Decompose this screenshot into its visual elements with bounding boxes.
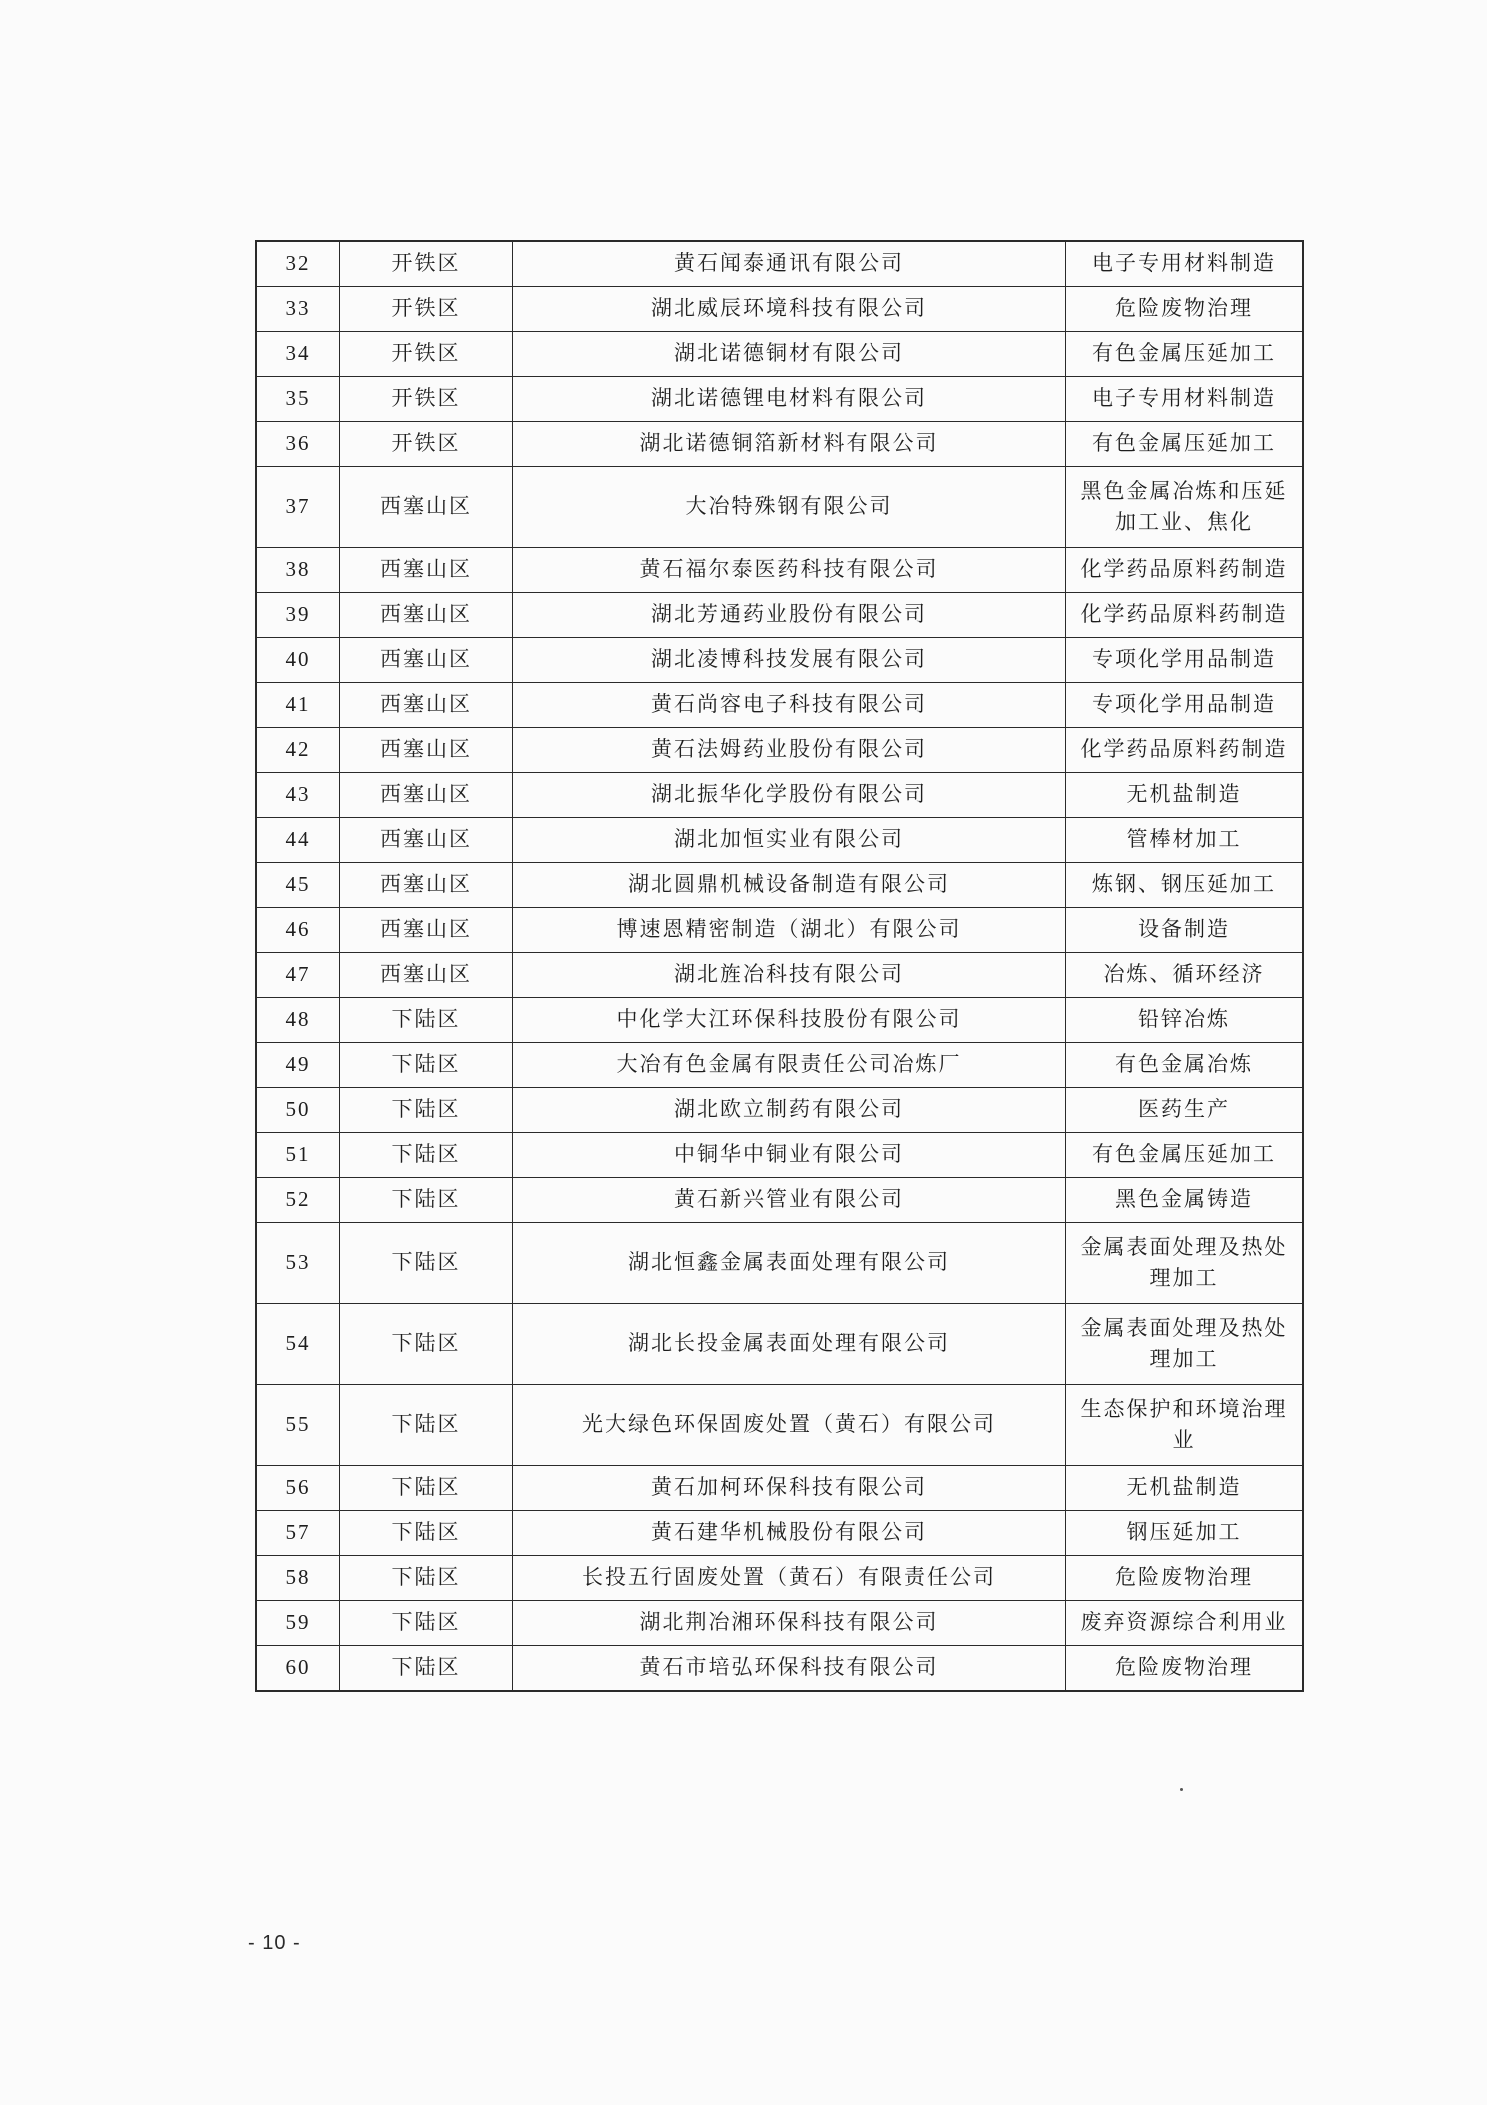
row-number-cell: 38 [256, 548, 340, 593]
company-name-cell: 湖北威辰环境科技有限公司 [513, 287, 1066, 332]
table-row [256, 332, 1303, 377]
industry-cell: 生态保护和环境治理业 [1066, 1385, 1304, 1466]
table-row [256, 467, 1303, 548]
industry-cell: 医药生产 [1066, 1088, 1304, 1133]
industry-cell: 专项化学用品制造 [1066, 638, 1304, 683]
company-name-cell: 湖北欧立制药有限公司 [513, 1088, 1066, 1133]
district-cell: 西塞山区 [340, 908, 513, 953]
district-cell: 下陆区 [340, 1043, 513, 1088]
district-cell: 开铁区 [340, 422, 513, 467]
table-row [256, 1043, 1303, 1088]
district-cell: 西塞山区 [340, 773, 513, 818]
industry-cell: 金属表面处理及热处理加工 [1066, 1223, 1304, 1304]
row-number-cell: 39 [256, 593, 340, 638]
district-cell: 下陆区 [340, 1088, 513, 1133]
district-cell: 西塞山区 [340, 548, 513, 593]
row-number-cell: 33 [256, 287, 340, 332]
row-number-cell: 58 [256, 1556, 340, 1601]
district-cell: 西塞山区 [340, 683, 513, 728]
row-number-cell: 36 [256, 422, 340, 467]
district-cell: 西塞山区 [340, 953, 513, 998]
district-cell: 下陆区 [340, 1601, 513, 1646]
enterprise-list-table [255, 240, 1304, 1692]
table-row [256, 1223, 1303, 1304]
company-name-cell: 湖北诺德锂电材料有限公司 [513, 377, 1066, 422]
row-number-cell: 60 [256, 1646, 340, 1692]
table-row [256, 863, 1303, 908]
district-cell: 开铁区 [340, 241, 513, 287]
company-name-cell: 黄石市培弘环保科技有限公司 [513, 1646, 1066, 1692]
scan-speck [1180, 1788, 1183, 1791]
industry-cell: 管棒材加工 [1066, 818, 1304, 863]
table-row [256, 638, 1303, 683]
enterprise-list-table-container [255, 240, 1288, 1692]
district-cell: 下陆区 [340, 1304, 513, 1385]
company-name-cell: 光大绿色环保固废处置（黄石）有限公司 [513, 1385, 1066, 1466]
industry-cell: 危险废物治理 [1066, 1556, 1304, 1601]
industry-cell: 专项化学用品制造 [1066, 683, 1304, 728]
industry-cell: 无机盐制造 [1066, 1466, 1304, 1511]
company-name-cell: 湖北芳通药业股份有限公司 [513, 593, 1066, 638]
row-number-cell: 53 [256, 1223, 340, 1304]
district-cell: 下陆区 [340, 1511, 513, 1556]
company-name-cell: 湖北振华化学股份有限公司 [513, 773, 1066, 818]
district-cell: 西塞山区 [340, 728, 513, 773]
table-row [256, 1511, 1303, 1556]
row-number-cell: 57 [256, 1511, 340, 1556]
row-number-cell: 59 [256, 1601, 340, 1646]
industry-cell: 无机盐制造 [1066, 773, 1304, 818]
company-name-cell: 湖北荆冶湘环保科技有限公司 [513, 1601, 1066, 1646]
row-number-cell: 41 [256, 683, 340, 728]
company-name-cell: 湖北旌冶科技有限公司 [513, 953, 1066, 998]
table-row [256, 1601, 1303, 1646]
row-number-cell: 45 [256, 863, 340, 908]
row-number-cell: 56 [256, 1466, 340, 1511]
table-row [256, 773, 1303, 818]
row-number-cell: 49 [256, 1043, 340, 1088]
company-name-cell: 湖北凌博科技发展有限公司 [513, 638, 1066, 683]
district-cell: 西塞山区 [340, 863, 513, 908]
company-name-cell: 黄石尚容电子科技有限公司 [513, 683, 1066, 728]
district-cell: 下陆区 [340, 1178, 513, 1223]
district-cell: 西塞山区 [340, 818, 513, 863]
company-name-cell: 大冶特殊钢有限公司 [513, 467, 1066, 548]
district-cell: 西塞山区 [340, 593, 513, 638]
industry-cell: 炼钢、钢压延加工 [1066, 863, 1304, 908]
table-row [256, 1304, 1303, 1385]
row-number-cell: 52 [256, 1178, 340, 1223]
table-row [256, 908, 1303, 953]
table-row [256, 1646, 1303, 1692]
industry-cell: 化学药品原料药制造 [1066, 728, 1304, 773]
industry-cell: 危险废物治理 [1066, 1646, 1304, 1692]
industry-cell: 有色金属压延加工 [1066, 1133, 1304, 1178]
table-row [256, 953, 1303, 998]
row-number-cell: 50 [256, 1088, 340, 1133]
row-number-cell: 40 [256, 638, 340, 683]
table-row [256, 1088, 1303, 1133]
table-row [256, 548, 1303, 593]
table-row [256, 1466, 1303, 1511]
industry-cell: 设备制造 [1066, 908, 1304, 953]
company-name-cell: 黄石法姆药业股份有限公司 [513, 728, 1066, 773]
industry-cell: 电子专用材料制造 [1066, 377, 1304, 422]
row-number-cell: 42 [256, 728, 340, 773]
table-row [256, 683, 1303, 728]
company-name-cell: 长投五行固废处置（黄石）有限责任公司 [513, 1556, 1066, 1601]
industry-cell: 黑色金属冶炼和压延加工业、焦化 [1066, 467, 1304, 548]
district-cell: 下陆区 [340, 1556, 513, 1601]
row-number-cell: 46 [256, 908, 340, 953]
company-name-cell: 中化学大江环保科技股份有限公司 [513, 998, 1066, 1043]
company-name-cell: 博速恩精密制造（湖北）有限公司 [513, 908, 1066, 953]
row-number-cell: 43 [256, 773, 340, 818]
company-name-cell: 湖北圆鼎机械设备制造有限公司 [513, 863, 1066, 908]
company-name-cell: 黄石建华机械股份有限公司 [513, 1511, 1066, 1556]
industry-cell: 废弃资源综合利用业 [1066, 1601, 1304, 1646]
district-cell: 开铁区 [340, 287, 513, 332]
row-number-cell: 54 [256, 1304, 340, 1385]
page-number: - 10 - [248, 1932, 301, 1954]
district-cell: 下陆区 [340, 1385, 513, 1466]
row-number-cell: 44 [256, 818, 340, 863]
company-name-cell: 湖北诺德铜材有限公司 [513, 332, 1066, 377]
row-number-cell: 55 [256, 1385, 340, 1466]
company-name-cell: 黄石福尔泰医药科技有限公司 [513, 548, 1066, 593]
row-number-cell: 47 [256, 953, 340, 998]
industry-cell: 铅锌冶炼 [1066, 998, 1304, 1043]
company-name-cell: 黄石闻泰通讯有限公司 [513, 241, 1066, 287]
company-name-cell: 黄石新兴管业有限公司 [513, 1178, 1066, 1223]
industry-cell: 有色金属冶炼 [1066, 1043, 1304, 1088]
table-row [256, 1385, 1303, 1466]
industry-cell: 金属表面处理及热处理加工 [1066, 1304, 1304, 1385]
industry-cell: 黑色金属铸造 [1066, 1178, 1304, 1223]
row-number-cell: 35 [256, 377, 340, 422]
industry-cell: 有色金属压延加工 [1066, 332, 1304, 377]
row-number-cell: 51 [256, 1133, 340, 1178]
table-row [256, 422, 1303, 467]
district-cell: 开铁区 [340, 377, 513, 422]
district-cell: 下陆区 [340, 998, 513, 1043]
district-cell: 开铁区 [340, 332, 513, 377]
table-row [256, 287, 1303, 332]
row-number-cell: 48 [256, 998, 340, 1043]
table-row [256, 593, 1303, 638]
industry-cell: 电子专用材料制造 [1066, 241, 1304, 287]
industry-cell: 冶炼、循环经济 [1066, 953, 1304, 998]
district-cell: 西塞山区 [340, 638, 513, 683]
table-row [256, 1178, 1303, 1223]
industry-cell: 危险废物治理 [1066, 287, 1304, 332]
table-body [256, 241, 1303, 1691]
district-cell: 下陆区 [340, 1646, 513, 1692]
table-row [256, 1133, 1303, 1178]
district-cell: 下陆区 [340, 1133, 513, 1178]
industry-cell: 化学药品原料药制造 [1066, 593, 1304, 638]
company-name-cell: 大冶有色金属有限责任公司冶炼厂 [513, 1043, 1066, 1088]
row-number-cell: 34 [256, 332, 340, 377]
district-cell: 西塞山区 [340, 467, 513, 548]
table-row [256, 1556, 1303, 1601]
table-row [256, 241, 1303, 287]
industry-cell: 钢压延加工 [1066, 1511, 1304, 1556]
table-row [256, 377, 1303, 422]
company-name-cell: 湖北恒鑫金属表面处理有限公司 [513, 1223, 1066, 1304]
industry-cell: 有色金属压延加工 [1066, 422, 1304, 467]
district-cell: 下陆区 [340, 1466, 513, 1511]
table-row [256, 998, 1303, 1043]
table-row [256, 818, 1303, 863]
company-name-cell: 湖北加恒实业有限公司 [513, 818, 1066, 863]
row-number-cell: 32 [256, 241, 340, 287]
company-name-cell: 中铜华中铜业有限公司 [513, 1133, 1066, 1178]
industry-cell: 化学药品原料药制造 [1066, 548, 1304, 593]
company-name-cell: 湖北诺德铜箔新材料有限公司 [513, 422, 1066, 467]
company-name-cell: 湖北长投金属表面处理有限公司 [513, 1304, 1066, 1385]
row-number-cell: 37 [256, 467, 340, 548]
district-cell: 下陆区 [340, 1223, 513, 1304]
company-name-cell: 黄石加柯环保科技有限公司 [513, 1466, 1066, 1511]
table-row [256, 728, 1303, 773]
